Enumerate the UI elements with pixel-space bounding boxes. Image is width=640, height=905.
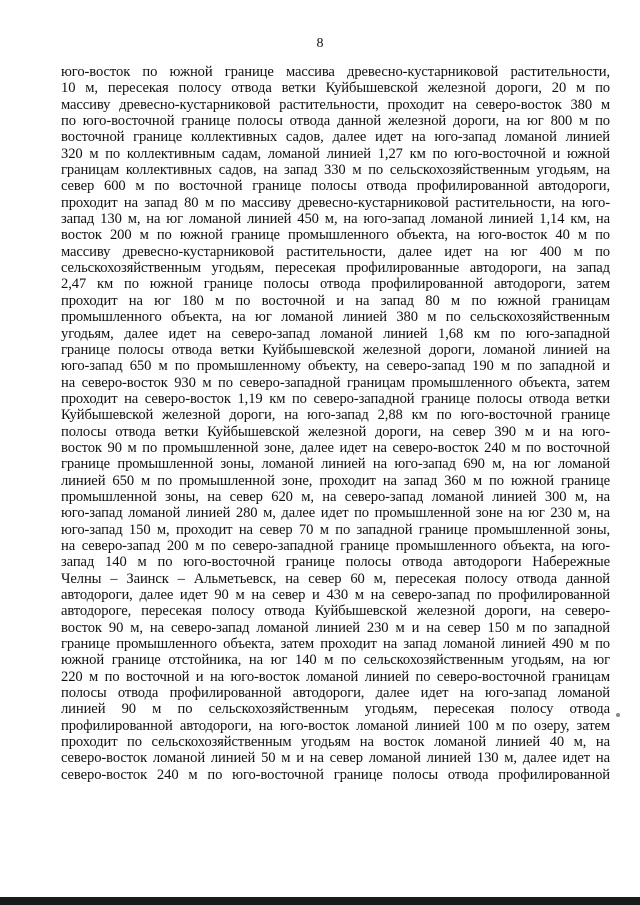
text-line: профилированной автодороги, на юго-восток ломаной линией 100 м по озеру, затем — [61, 717, 610, 734]
text-line: по юго-восточной границе полосы отвода данной железной дороги, на юг 800 м по — [61, 113, 610, 130]
text-line: восток 90 м по промышленной зоне, далее идет на северо-восток 240 м по восточной — [61, 439, 610, 456]
text-line: восточной границе коллективных садов, далее идет на юго-запад ломаной линией — [61, 129, 610, 146]
text-line: юго-запад 650 м по промышленному объекту, на северо-запад 190 м по западной и — [61, 358, 610, 375]
text-line: Челны – Заинск – Альметьевск, на север 60 м, пересекая полосу отвода данной — [61, 570, 610, 587]
text-line: угодьям, далее идет на северо-запад ломаной линией 1,68 км по юго-западной — [61, 325, 610, 342]
text-line: границе промышленного объекта, затем проходит на запад ломаной линией 490 м по — [61, 636, 610, 653]
text-line: запад 130 м, на юг ломаной линией 450 м, на юго-запад ломаной линией 1,14 км, на — [61, 211, 610, 228]
text-line: восток 90 м, на северо-запад ломаной линией 230 м и на север 150 м по западной — [61, 619, 610, 636]
text-line: восток 200 м по южной границе промышленного объекта, на юго-восток 40 м по — [61, 227, 610, 244]
text-line: сельскохозяйственным угодьям, пересекая профилированные автодороги, на запад — [61, 260, 610, 277]
text-line: промышленного объекта, на юг ломаной линией 380 м по сельскохозяйственным — [61, 309, 610, 326]
text-line: 2,47 км по южной границе полосы отвода профилированной автодороги, затем — [61, 276, 610, 293]
text-line: границе промышленной зоны, ломаной линией на юго-запад 690 м, на юг ломаной — [61, 456, 610, 473]
text-line: запад 140 м по юго-восточной границе полосы отвода автодороги Набережные — [61, 554, 610, 571]
text-line: массиву древесно-кустарниковой растительности, проходит на северо-восток 380 м — [61, 96, 610, 113]
text-line: линией 90 м по сельскохозяйственным угодьям, пересекая полосу отвода — [61, 701, 610, 718]
text-line: 220 м по восточной и на юго-восток ломаной линией по северо-восточной границам — [61, 668, 610, 685]
text-line: северо-восток 240 м по юго-восточной границе полосы отвода профилированной — [61, 766, 610, 783]
page-number: 8 — [316, 36, 324, 51]
body-text — [61, 64, 610, 783]
text-line: на северо-восток 930 м по северо-западной границам промышленного объекта, затем — [61, 374, 610, 391]
text-line: границе полосы отвода ветки Куйбышевской железной дороги, ломаной линией на — [61, 341, 610, 358]
text-line: на северо-запад 200 м по северо-западной границе промышленного объекта, на юго- — [61, 537, 610, 554]
text-line: автодороге, пересекая полосу отвода Куйбышевской железной дороги, на северо- — [61, 603, 610, 620]
text-line: Куйбышевской железной дороги, на юго-запад 2,88 км по юго-восточной границе — [61, 407, 610, 424]
text-line: юго-запад 150 м, проходит на север 70 м по западной границе промышленной зоны, — [61, 521, 610, 538]
text-line: проходит на юг 180 м по восточной и на запад 80 м по южной границам — [61, 292, 610, 309]
text-line: север 600 м по восточной границе полосы отвода профилированной автодороги, — [61, 178, 610, 195]
text-line: границам коллективных садов, на запад 330 м по сельскохозяйственным угодьям, на — [61, 162, 610, 179]
text-line: южной границе отстойника, на юг 140 м по сельскохозяйственным угодьям, на юг — [61, 652, 610, 669]
text-line: проходит по сельскохозяйственным угодьям на восток ломаной линией 40 м, на — [61, 734, 610, 751]
text-line: линией 650 м по промышленной зоне, проходит на запад 360 м по южной границе — [61, 472, 610, 489]
text-line: промышленной зоны, на север 620 м, на северо-запад ломаной линией 300 м, на — [61, 488, 610, 505]
text-line: полосы отвода профилированной автодороги, далее идет на юго-запад ломаной — [61, 685, 610, 702]
text-line: 320 м по коллективным садам, ломаной линией 1,27 км по юго-восточной и южной — [61, 145, 610, 162]
text-line: проходит на северо-восток 1,19 км по северо-западной границе полосы отвода ветки — [61, 390, 610, 407]
text-line: северо-восток ломаной линией 50 м и на север ломаной линией 130 м, далее идет на — [61, 750, 610, 767]
text-line: 10 м, пересекая полосу отвода ветки Куйбышевской железной дороги, 20 м по — [61, 80, 610, 97]
text-line: полосы отвода ветки Куйбышевской железной дороги, на север 390 м и на юго- — [61, 423, 610, 440]
text-line: юго-восток по южной границе массива древесно-кустарниковой растительности, — [61, 64, 610, 80]
scan-speck — [616, 713, 620, 717]
scan-bottom-edge — [0, 897, 640, 905]
text-line: массиву древесно-кустарниковой растительности, далее идет на юг 400 м по — [61, 243, 610, 260]
text-line: автодороги, далее идет 90 м на север и 430 м на северо-запад по профилированной — [61, 587, 610, 603]
text-line: юго-запад ломаной линией 280 м, далее идет по промышленной зоне на юг 230 м, на — [61, 505, 610, 522]
text-line: проходит на запад 80 м по массиву древесно-кустарниковой растительности, на юго- — [61, 194, 610, 211]
